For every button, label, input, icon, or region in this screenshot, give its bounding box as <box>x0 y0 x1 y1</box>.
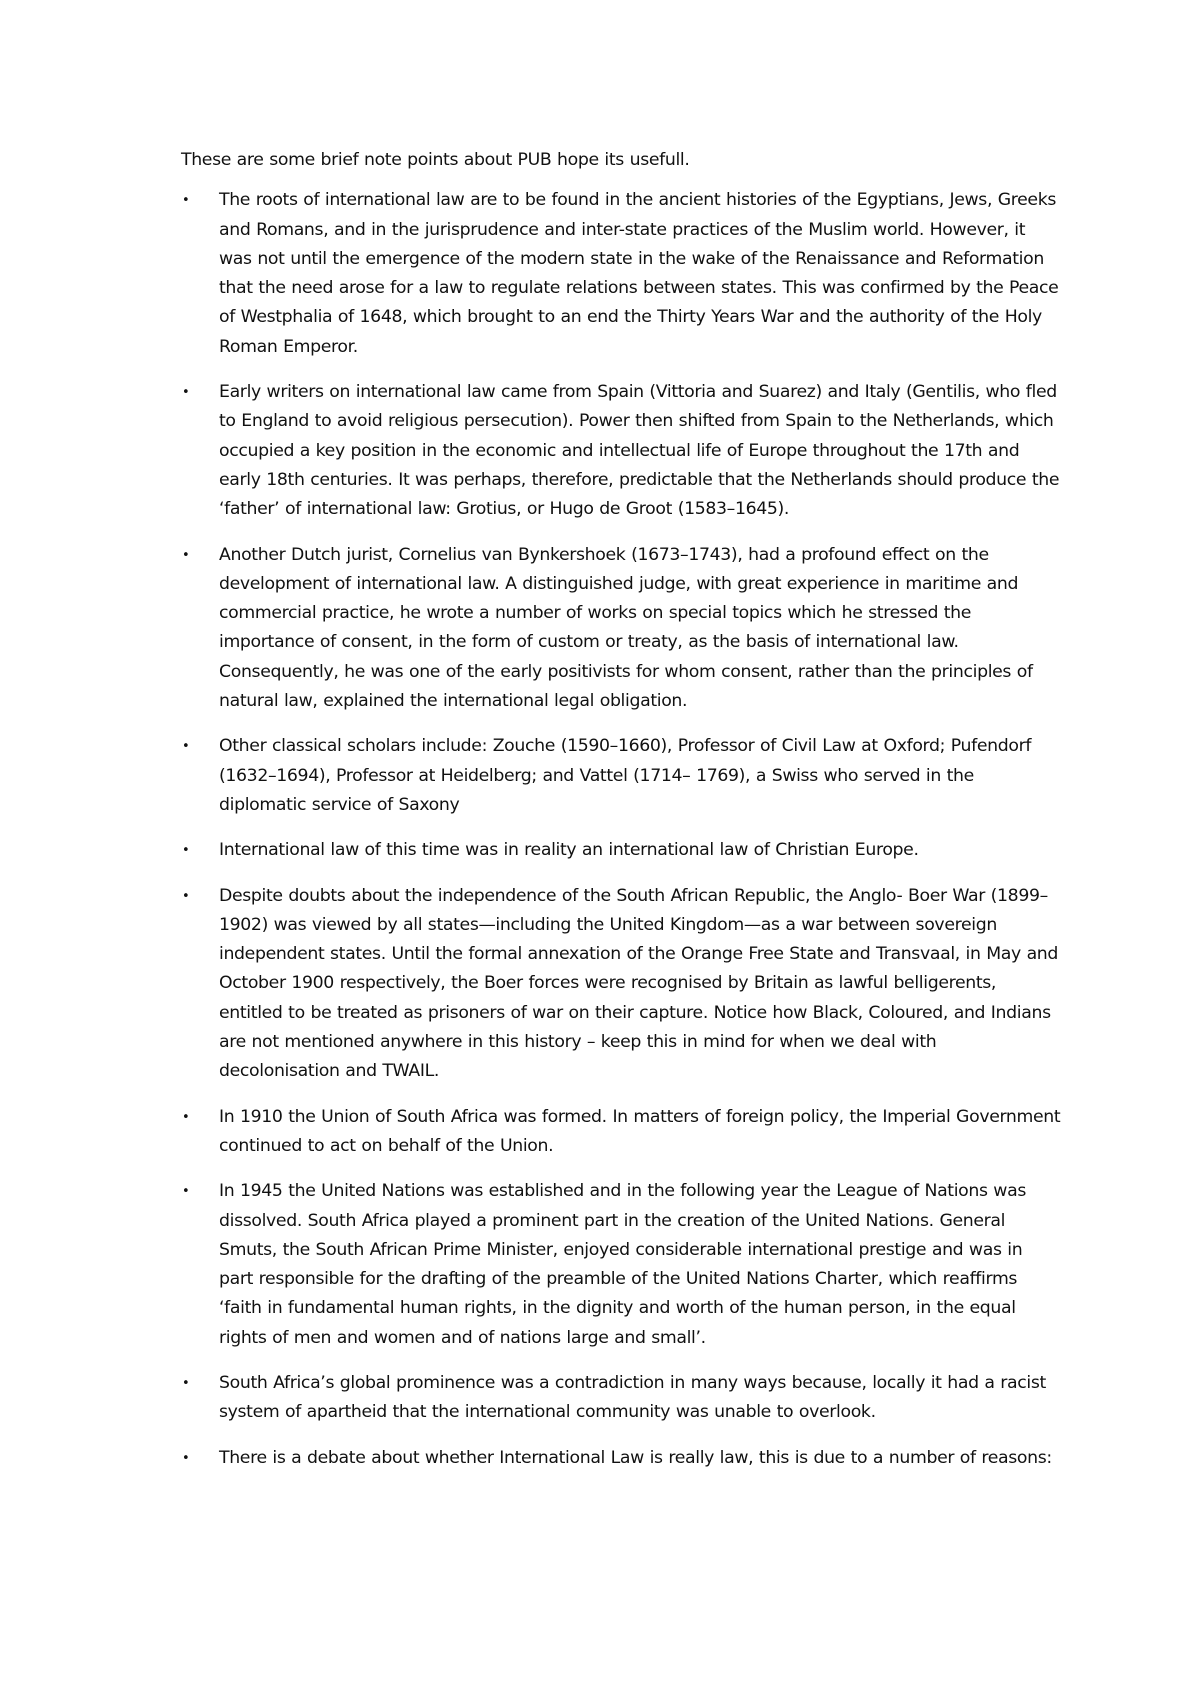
bullet-icon: • <box>182 888 190 904</box>
bullet-item-anglo-boer-war <box>181 882 1061 1087</box>
bullet-text: Other classical scholars include: Zouche (1590–1660), Professor of Civil Law at Oxford; Pufendorf (1632–1694), Professor at Heidelberg; and Vattel (1714– 1769), a Swiss who served in the diplomatic service of Saxony <box>219 736 1032 815</box>
bullet-text: There is a debate about whether International Law is really law, this is due to a number of reasons: <box>219 1447 1052 1468</box>
bullet-icon: • <box>182 1184 190 1200</box>
bullet-item-christian-europe <box>181 836 1061 865</box>
document-body <box>181 146 1061 1489</box>
bullet-item-apartheid-contradiction <box>181 1369 1061 1428</box>
bullet-icon: • <box>182 385 190 401</box>
bullet-text: International law of this time was in reality an international law of Christian Europe. <box>219 840 919 861</box>
bullet-list <box>181 186 1061 1473</box>
bullet-icon: • <box>182 1375 190 1391</box>
bullet-text: Early writers on international law came from Spain (Vittoria and Suarez) and Italy (Gentilis, who fled to England to avoid religious persecution). Power then shifted from Spain to the Netherlands, which occupied a key position in the economic and intellectual life of Europe throughout the 17th and early 18th centuries. It was perhaps, therefore, predictable that the Netherlands should produce the ‘father’ of international law: Grotius, or Hugo de Groot (1583–1645). <box>219 382 1060 520</box>
bullet-icon: • <box>182 547 190 563</box>
bullet-item-roots <box>181 186 1061 362</box>
bullet-item-is-it-law-debate <box>181 1444 1061 1473</box>
bullet-icon: • <box>182 193 190 209</box>
intro-paragraph: These are some brief note points about PUB hope its usefull. <box>181 150 690 170</box>
bullet-text: Despite doubts about the independence of the South African Republic, the Anglo- Boer War (1899–1902) was viewed by all states—including the United Kingdom—as a war between sovereign independent states. Until the formal annexation of the Orange Free State and Transvaal, in May and October 1900 respectively, the Boer forces were recognised by Britain as lawful belligerents, entitled to be treated as prisoners of war on their capture. Notice how Black, Coloured, and Indians are not mentioned anywhere in this history – keep this in mind for when we deal with decolonisation and TWAIL. <box>219 885 1059 1082</box>
bullet-text: In 1945 the United Nations was established and in the following year the League of Nations was dissolved. South Africa played a prominent part in the creation of the United Nations. General Smuts, the South African Prime Minister, enjoyed considerable international prestige and was in part responsible for the drafting of the preamble of the United Nations Charter, which reaffirms ‘faith in fundamental human rights, in the dignity and worth of the human person, in the equal rights of men and women and of nations large and small’. <box>219 1181 1026 1348</box>
bullet-item-union-1910 <box>181 1103 1061 1162</box>
bullet-icon: • <box>182 739 190 755</box>
bullet-text: The roots of international law are to be found in the ancient histories of the Egyptians, Jews, Greeks and Romans, and in the jurisprudence and inter-state practices of the Muslim world. However, it was not until the emergence of the modern state in the wake of the Renaissance and Reformation that the need arose for a law to regulate relations between states. This was confirmed by the Peace of Westphalia of 1648, which brought to an end the Thirty Years War and the authority of the Holy Roman Emperor. <box>219 190 1059 357</box>
bullet-item-classical-scholars <box>181 732 1061 820</box>
bullet-icon: • <box>182 1450 190 1466</box>
bullet-item-bynkershoek <box>181 541 1061 717</box>
bullet-text: Another Dutch jurist, Cornelius van Bynkershoek (1673–1743), had a profound effect on the development of international law. A distinguished judge, with great experience in maritime and commercial practice, he wrote a number of works on special topics which he stressed the importance of consent, in the form of custom or treaty, as the basis of international law. Consequently, he was one of the early positivists for whom consent, rather than the principles of natural law, explained the international legal obligation. <box>219 544 1033 712</box>
bullet-item-united-nations-1945 <box>181 1177 1061 1353</box>
bullet-icon: • <box>182 1109 190 1125</box>
bullet-text: South Africa’s global prominence was a contradiction in many ways because, locally it had a racist system of apartheid that the international community was unable to overlook. <box>219 1372 1046 1423</box>
bullet-icon: • <box>182 843 190 859</box>
bullet-text: In 1910 the Union of South Africa was formed. In matters of foreign policy, the Imperial Government continued to act on behalf of the Union. <box>219 1106 1061 1156</box>
bullet-item-early-writers <box>181 378 1061 524</box>
